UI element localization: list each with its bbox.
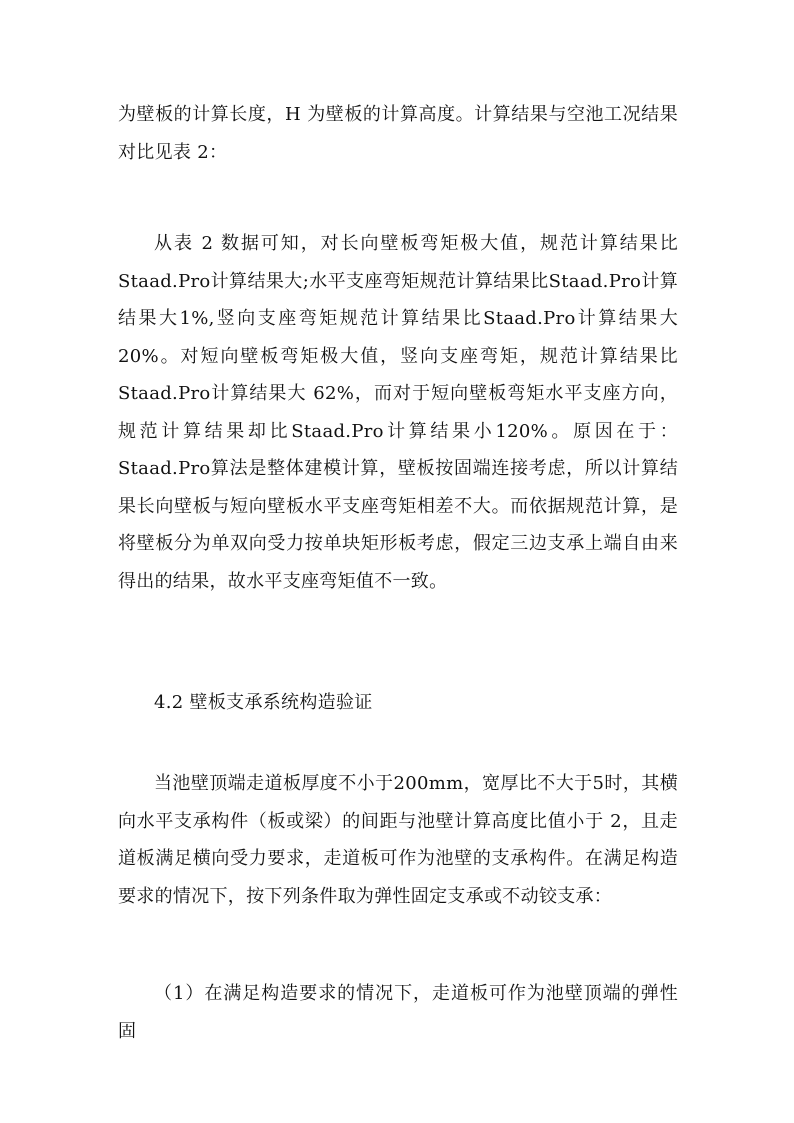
- section-heading: 4.2 壁板支承系统构造验证: [154, 692, 373, 713]
- paragraph-analysis: 从表 2 数据可知，对长向壁板弯矩极大值，规范计算结果比Staad.Pro计算结果大;水平支座弯矩规范计算结果比Staad.Pro计算结果大1%,竖向支座弯矩规范计算结果比Staad.Pro计算结果大20%。对短向壁板弯矩极大值，竖向支座弯矩，规范计算结果比 Staad.Pro计算结果大 62%，而对于短向壁板弯矩水平支座方向，规范计算结果却比Staad.Pro计算结果小120%。原因在于：Staad.Pro算法是整体建模计算，壁板按固端连接考虑，所以计算结果长向壁板与短向壁板水平支座弯矩相差不大。而依据规范计算，是将壁板分为单双向受力按单块矩形板考虑，假定三边支承上端自由来得出的结果，故水平支座弯矩值不一致。: [118, 233, 678, 592]
- paragraph-support-conditions: 当池壁顶端走道板厚度不小于200mm，宽厚比不大于5时，其横向水平支承构件（板或梁）的间距与池壁计算高度比值小于 2，且走道板满足横向受力要求，走道板可作为池壁的支承构件。在满足构造要求的情况下，按下列条件取为弹性固定支承或不动铰支承：: [118, 773, 678, 907]
- paragraph-continued: 为壁板的计算长度，H 为壁板的计算高度。计算结果与空池工况结果对比见表 2：: [118, 104, 678, 163]
- paragraph-condition-1: （1）在满足构造要求的情况下，走道板可作为池壁顶端的弹性固: [118, 983, 678, 1042]
